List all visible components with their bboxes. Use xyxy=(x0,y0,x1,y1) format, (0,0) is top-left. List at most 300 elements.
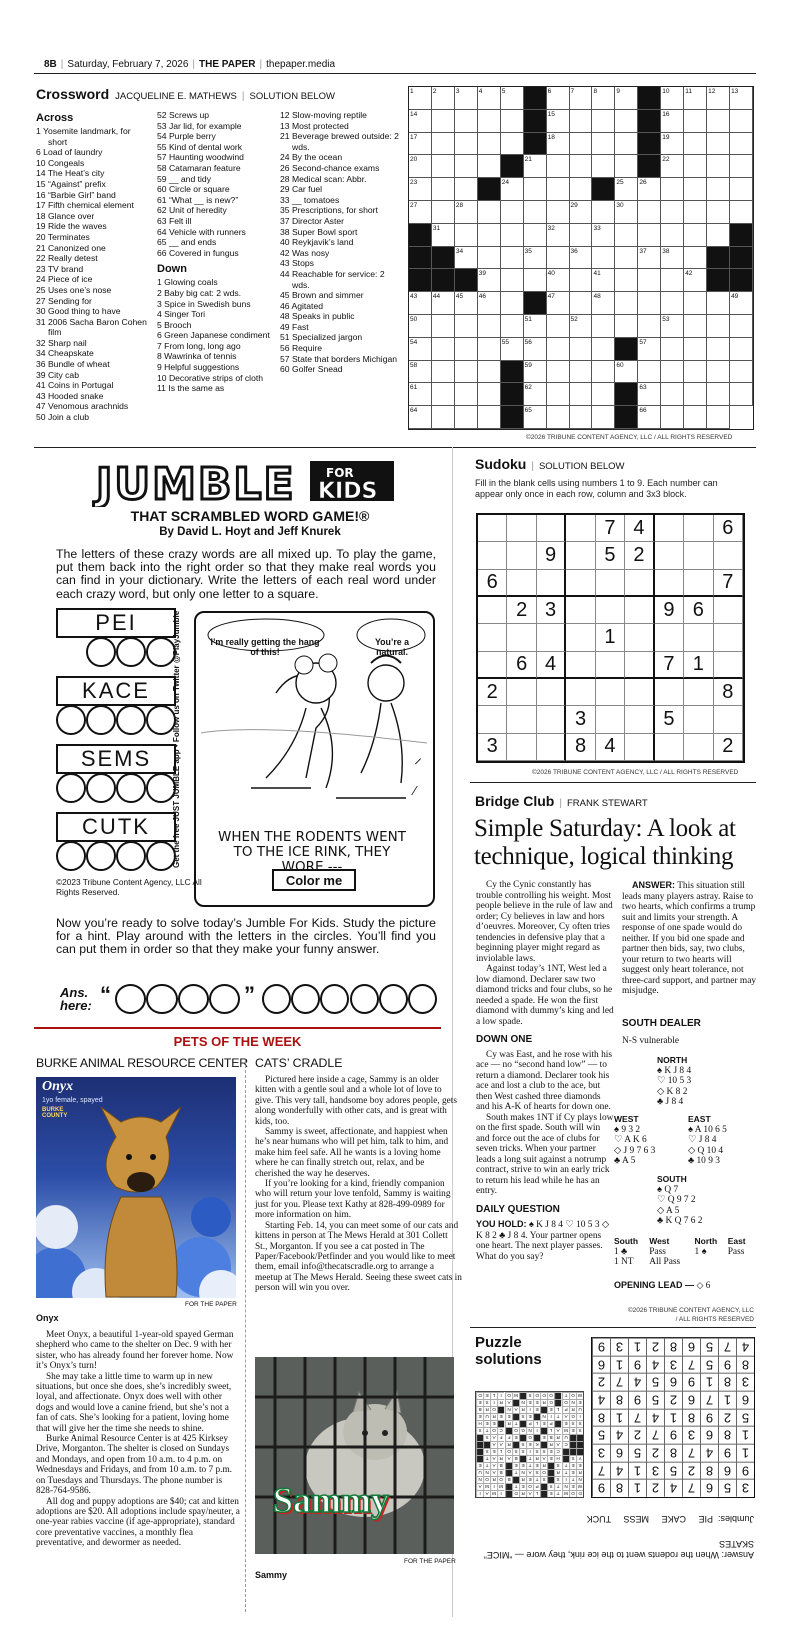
crossword-cell[interactable] xyxy=(570,224,593,247)
crossword-cell[interactable] xyxy=(455,133,478,156)
crossword-cell[interactable]: 35 xyxy=(524,247,547,270)
crossword-cell[interactable] xyxy=(592,110,615,133)
sudoku-cell[interactable] xyxy=(684,734,713,761)
sudoku-cell[interactable]: 2 xyxy=(478,679,507,706)
crossword-cell[interactable]: 40 xyxy=(547,269,570,292)
crossword-cell[interactable] xyxy=(478,315,501,338)
crossword-cell[interactable] xyxy=(478,201,501,224)
jumble-circle[interactable] xyxy=(56,841,86,871)
crossword-cell[interactable] xyxy=(707,155,730,178)
crossword-cell[interactable]: 7 xyxy=(570,87,593,110)
crossword-cell[interactable] xyxy=(570,361,593,384)
crossword-cell[interactable]: 57 xyxy=(638,338,661,361)
crossword-cell[interactable]: 30 xyxy=(615,201,638,224)
sudoku-cell[interactable] xyxy=(684,679,713,706)
answer-circle[interactable] xyxy=(178,984,209,1014)
crossword-cell[interactable] xyxy=(615,224,638,247)
crossword-cell[interactable] xyxy=(592,133,615,156)
crossword-cell[interactable]: 63 xyxy=(638,383,661,406)
sudoku-cell[interactable] xyxy=(596,706,625,733)
crossword-cell[interactable] xyxy=(661,201,684,224)
sudoku-cell[interactable] xyxy=(537,679,566,706)
sudoku-cell[interactable]: 9 xyxy=(655,597,684,624)
crossword-cell[interactable] xyxy=(455,155,478,178)
crossword-cell[interactable] xyxy=(730,133,753,156)
sudoku-cell[interactable]: 7 xyxy=(655,652,684,679)
crossword-cell[interactable]: 20 xyxy=(409,155,432,178)
crossword-cell[interactable] xyxy=(638,361,661,384)
crossword-cell[interactable] xyxy=(570,155,593,178)
jumble-circle[interactable] xyxy=(86,637,116,667)
sudoku-cell[interactable] xyxy=(478,542,507,569)
crossword-cell[interactable]: 17 xyxy=(409,133,432,156)
crossword-cell[interactable]: 51 xyxy=(524,315,547,338)
sudoku-cell[interactable] xyxy=(714,624,743,651)
sudoku-cell[interactable]: 6 xyxy=(714,515,743,542)
crossword-cell[interactable] xyxy=(524,269,547,292)
sudoku-cell[interactable] xyxy=(507,570,536,597)
crossword-cell[interactable]: 16 xyxy=(661,110,684,133)
sudoku-cell[interactable] xyxy=(478,624,507,651)
crossword-cell[interactable]: 2 xyxy=(432,87,455,110)
crossword-cell[interactable] xyxy=(432,406,455,429)
crossword-cell[interactable] xyxy=(547,361,570,384)
crossword-cell[interactable] xyxy=(684,361,707,384)
sudoku-cell[interactable] xyxy=(566,542,595,569)
jumble-circle[interactable] xyxy=(86,841,116,871)
sudoku-cell[interactable] xyxy=(684,542,713,569)
answer-circle[interactable] xyxy=(262,984,291,1014)
crossword-cell[interactable] xyxy=(570,338,593,361)
crossword-cell[interactable] xyxy=(478,224,501,247)
crossword-cell[interactable] xyxy=(707,201,730,224)
sudoku-cell[interactable] xyxy=(478,515,507,542)
sudoku-cell[interactable] xyxy=(625,706,654,733)
crossword-cell[interactable] xyxy=(730,338,753,361)
sudoku-cell[interactable] xyxy=(566,515,595,542)
crossword-cell[interactable] xyxy=(661,292,684,315)
sudoku-cell[interactable]: 4 xyxy=(537,652,566,679)
jumble-circle[interactable] xyxy=(116,773,146,803)
sudoku-cell[interactable] xyxy=(714,706,743,733)
sudoku-cell[interactable] xyxy=(537,624,566,651)
crossword-cell[interactable]: 39 xyxy=(478,269,501,292)
sudoku-cell[interactable] xyxy=(655,624,684,651)
crossword-cell[interactable]: 43 xyxy=(409,292,432,315)
jumble-circle[interactable] xyxy=(56,773,86,803)
crossword-cell[interactable] xyxy=(455,178,478,201)
crossword-cell[interactable] xyxy=(707,315,730,338)
crossword-cell[interactable] xyxy=(432,155,455,178)
crossword-cell[interactable]: 25 xyxy=(615,178,638,201)
crossword-cell[interactable] xyxy=(684,406,707,429)
crossword-cell[interactable]: 50 xyxy=(409,315,432,338)
sudoku-cell[interactable] xyxy=(714,652,743,679)
sudoku-cell[interactable] xyxy=(566,679,595,706)
crossword-cell[interactable] xyxy=(501,269,524,292)
crossword-cell[interactable]: 9 xyxy=(615,87,638,110)
crossword-cell[interactable]: 47 xyxy=(547,292,570,315)
crossword-cell[interactable] xyxy=(455,110,478,133)
crossword-cell[interactable]: 65 xyxy=(524,406,547,429)
crossword-cell[interactable] xyxy=(501,315,524,338)
sudoku-cell[interactable]: 7 xyxy=(596,515,625,542)
crossword-cell[interactable] xyxy=(730,155,753,178)
crossword-cell[interactable]: 28 xyxy=(455,201,478,224)
crossword-cell[interactable]: 38 xyxy=(661,247,684,270)
crossword-cell[interactable] xyxy=(707,383,730,406)
crossword-cell[interactable] xyxy=(570,406,593,429)
answer-circle[interactable] xyxy=(379,984,408,1014)
sudoku-cell[interactable] xyxy=(537,570,566,597)
crossword-cell[interactable]: 55 xyxy=(501,338,524,361)
sudoku-cell[interactable]: 6 xyxy=(684,597,713,624)
crossword-cell[interactable] xyxy=(501,110,524,133)
sudoku-cell[interactable] xyxy=(625,734,654,761)
crossword-cell[interactable] xyxy=(478,133,501,156)
crossword-cell[interactable] xyxy=(615,269,638,292)
sudoku-cell[interactable] xyxy=(625,570,654,597)
jumble-circle[interactable] xyxy=(116,705,146,735)
crossword-cell[interactable] xyxy=(707,292,730,315)
crossword-cell[interactable] xyxy=(478,110,501,133)
crossword-cell[interactable] xyxy=(524,224,547,247)
crossword-cell[interactable]: 36 xyxy=(570,247,593,270)
crossword-cell[interactable] xyxy=(707,178,730,201)
crossword-cell[interactable] xyxy=(432,361,455,384)
sudoku-cell[interactable] xyxy=(478,706,507,733)
crossword-cell[interactable]: 61 xyxy=(409,383,432,406)
sudoku-cell[interactable] xyxy=(655,515,684,542)
answer-circles-1[interactable] xyxy=(115,984,240,1014)
crossword-cell[interactable] xyxy=(661,383,684,406)
crossword-cell[interactable]: 42 xyxy=(684,269,707,292)
sudoku-cell[interactable]: 4 xyxy=(596,734,625,761)
crossword-cell[interactable] xyxy=(684,224,707,247)
jumble-circle[interactable] xyxy=(56,705,86,735)
crossword-cell[interactable]: 64 xyxy=(409,406,432,429)
crossword-cell[interactable] xyxy=(432,338,455,361)
crossword-cell[interactable] xyxy=(570,110,593,133)
sudoku-cell[interactable] xyxy=(684,570,713,597)
crossword-cell[interactable] xyxy=(615,315,638,338)
sudoku-cell[interactable]: 1 xyxy=(596,624,625,651)
sudoku-cell[interactable] xyxy=(566,570,595,597)
crossword-cell[interactable]: 1 xyxy=(409,87,432,110)
crossword-cell[interactable] xyxy=(432,383,455,406)
crossword-cell[interactable] xyxy=(661,406,684,429)
answer-circle[interactable] xyxy=(350,984,379,1014)
sudoku-cell[interactable] xyxy=(684,624,713,651)
crossword-cell[interactable]: 14 xyxy=(409,110,432,133)
crossword-cell[interactable] xyxy=(478,383,501,406)
crossword-cell[interactable]: 46 xyxy=(478,292,501,315)
crossword-cell[interactable] xyxy=(638,269,661,292)
crossword-cell[interactable] xyxy=(730,315,753,338)
crossword-cell[interactable] xyxy=(638,201,661,224)
answer-circle[interactable] xyxy=(146,984,177,1014)
sudoku-cell[interactable] xyxy=(625,652,654,679)
crossword-cell[interactable] xyxy=(547,201,570,224)
sudoku-cell[interactable] xyxy=(684,706,713,733)
sudoku-cell[interactable] xyxy=(566,652,595,679)
crossword-cell[interactable]: 21 xyxy=(524,155,547,178)
crossword-cell[interactable] xyxy=(707,133,730,156)
crossword-cell[interactable] xyxy=(684,110,707,133)
crossword-cell[interactable] xyxy=(730,110,753,133)
sudoku-cell[interactable] xyxy=(714,542,743,569)
crossword-cell[interactable] xyxy=(707,361,730,384)
sudoku-cell[interactable] xyxy=(507,679,536,706)
answer-circle[interactable] xyxy=(408,984,437,1014)
crossword-cell[interactable] xyxy=(547,178,570,201)
crossword-cell[interactable] xyxy=(547,315,570,338)
crossword-cell[interactable]: 45 xyxy=(455,292,478,315)
crossword-cell[interactable]: 19 xyxy=(661,133,684,156)
sudoku-cell[interactable]: 3 xyxy=(566,706,595,733)
crossword-cell[interactable] xyxy=(684,383,707,406)
crossword-cell[interactable]: 49 xyxy=(730,292,753,315)
answer-circle[interactable] xyxy=(291,984,320,1014)
crossword-cell[interactable] xyxy=(730,383,753,406)
crossword-cell[interactable] xyxy=(615,133,638,156)
crossword-cell[interactable] xyxy=(684,292,707,315)
sudoku-cell[interactable] xyxy=(596,652,625,679)
crossword-cell[interactable]: 60 xyxy=(615,361,638,384)
sudoku-cell[interactable]: 3 xyxy=(537,597,566,624)
sudoku-cell[interactable]: 9 xyxy=(537,542,566,569)
sudoku-cell[interactable] xyxy=(537,734,566,761)
crossword-cell[interactable] xyxy=(592,155,615,178)
crossword-cell[interactable] xyxy=(455,224,478,247)
crossword-cell[interactable] xyxy=(547,338,570,361)
crossword-cell[interactable]: 62 xyxy=(524,383,547,406)
sudoku-cell[interactable]: 5 xyxy=(655,706,684,733)
crossword-cell[interactable] xyxy=(707,338,730,361)
crossword-cell[interactable] xyxy=(707,406,730,429)
crossword-cell[interactable]: 66 xyxy=(638,406,661,429)
crossword-cell[interactable]: 48 xyxy=(592,292,615,315)
crossword-cell[interactable] xyxy=(547,406,570,429)
crossword-cell[interactable] xyxy=(661,338,684,361)
sudoku-cell[interactable] xyxy=(625,624,654,651)
crossword-cell[interactable]: 59 xyxy=(524,361,547,384)
crossword-cell[interactable]: 11 xyxy=(684,87,707,110)
crossword-cell[interactable] xyxy=(684,338,707,361)
crossword-cell[interactable] xyxy=(684,178,707,201)
crossword-cell[interactable]: 15 xyxy=(547,110,570,133)
crossword-grid[interactable] xyxy=(408,86,754,430)
sudoku-cell[interactable] xyxy=(655,570,684,597)
crossword-cell[interactable]: 44 xyxy=(432,292,455,315)
crossword-cell[interactable] xyxy=(684,201,707,224)
crossword-cell[interactable] xyxy=(592,247,615,270)
sudoku-cell[interactable] xyxy=(537,706,566,733)
answer-circle[interactable] xyxy=(209,984,240,1014)
crossword-cell[interactable]: 18 xyxy=(547,133,570,156)
sudoku-cell[interactable]: 2 xyxy=(625,542,654,569)
crossword-cell[interactable] xyxy=(730,361,753,384)
crossword-cell[interactable] xyxy=(570,292,593,315)
crossword-cell[interactable]: 24 xyxy=(501,178,524,201)
crossword-cell[interactable] xyxy=(707,224,730,247)
crossword-cell[interactable]: 10 xyxy=(661,87,684,110)
sudoku-cell[interactable]: 6 xyxy=(507,652,536,679)
sudoku-cell[interactable] xyxy=(684,515,713,542)
crossword-cell[interactable] xyxy=(547,155,570,178)
crossword-cell[interactable] xyxy=(501,224,524,247)
sudoku-cell[interactable] xyxy=(625,679,654,706)
crossword-cell[interactable] xyxy=(455,406,478,429)
crossword-cell[interactable] xyxy=(432,133,455,156)
crossword-cell[interactable]: 37 xyxy=(638,247,661,270)
jumble-circle[interactable] xyxy=(86,773,116,803)
crossword-cell[interactable] xyxy=(432,110,455,133)
sudoku-cell[interactable]: 2 xyxy=(714,734,743,761)
sudoku-cell[interactable]: 8 xyxy=(566,734,595,761)
crossword-cell[interactable] xyxy=(432,201,455,224)
crossword-cell[interactable]: 31 xyxy=(432,224,455,247)
crossword-cell[interactable] xyxy=(570,269,593,292)
crossword-cell[interactable] xyxy=(707,110,730,133)
crossword-cell[interactable] xyxy=(524,201,547,224)
sudoku-cell[interactable] xyxy=(596,597,625,624)
crossword-cell[interactable] xyxy=(730,178,753,201)
sudoku-cell[interactable] xyxy=(596,679,625,706)
crossword-cell[interactable]: 4 xyxy=(478,87,501,110)
jumble-circle[interactable] xyxy=(116,841,146,871)
crossword-cell[interactable] xyxy=(524,178,547,201)
crossword-cell[interactable] xyxy=(547,383,570,406)
crossword-cell[interactable]: 34 xyxy=(455,247,478,270)
sudoku-grid[interactable] xyxy=(476,513,745,763)
crossword-cell[interactable]: 6 xyxy=(547,87,570,110)
crossword-cell[interactable] xyxy=(638,315,661,338)
sudoku-cell[interactable]: 7 xyxy=(714,570,743,597)
sudoku-cell[interactable] xyxy=(507,515,536,542)
crossword-cell[interactable]: 23 xyxy=(409,178,432,201)
crossword-cell[interactable]: 52 xyxy=(570,315,593,338)
crossword-cell[interactable]: 54 xyxy=(409,338,432,361)
crossword-cell[interactable] xyxy=(592,201,615,224)
crossword-cell[interactable] xyxy=(501,292,524,315)
crossword-cell[interactable]: 5 xyxy=(501,87,524,110)
crossword-cell[interactable] xyxy=(684,155,707,178)
crossword-cell[interactable]: 22 xyxy=(661,155,684,178)
sudoku-cell[interactable] xyxy=(507,542,536,569)
answer-circle[interactable] xyxy=(115,984,146,1014)
crossword-cell[interactable]: 58 xyxy=(409,361,432,384)
crossword-cell[interactable] xyxy=(478,338,501,361)
sudoku-cell[interactable] xyxy=(655,679,684,706)
crossword-cell[interactable] xyxy=(592,338,615,361)
crossword-cell[interactable] xyxy=(547,247,570,270)
sudoku-cell[interactable]: 6 xyxy=(478,570,507,597)
crossword-cell[interactable] xyxy=(730,201,753,224)
jumble-circle[interactable] xyxy=(86,705,116,735)
crossword-cell[interactable] xyxy=(455,315,478,338)
sudoku-cell[interactable]: 5 xyxy=(596,542,625,569)
crossword-cell[interactable] xyxy=(661,269,684,292)
crossword-cell[interactable]: 13 xyxy=(730,87,753,110)
sudoku-cell[interactable] xyxy=(507,624,536,651)
crossword-cell[interactable] xyxy=(455,361,478,384)
sudoku-cell[interactable]: 8 xyxy=(714,679,743,706)
crossword-cell[interactable] xyxy=(615,110,638,133)
crossword-cell[interactable]: 33 xyxy=(592,224,615,247)
sudoku-cell[interactable]: 2 xyxy=(507,597,536,624)
crossword-cell[interactable] xyxy=(501,133,524,156)
crossword-cell[interactable] xyxy=(501,201,524,224)
crossword-cell[interactable] xyxy=(478,406,501,429)
sudoku-cell[interactable] xyxy=(625,597,654,624)
crossword-cell[interactable] xyxy=(478,155,501,178)
crossword-cell[interactable]: 8 xyxy=(592,87,615,110)
crossword-cell[interactable] xyxy=(684,133,707,156)
crossword-cell[interactable]: 53 xyxy=(661,315,684,338)
crossword-cell[interactable] xyxy=(615,247,638,270)
answer-circle[interactable] xyxy=(320,984,349,1014)
crossword-cell[interactable]: 29 xyxy=(570,201,593,224)
crossword-cell[interactable]: 27 xyxy=(409,201,432,224)
sudoku-cell[interactable] xyxy=(566,597,595,624)
sudoku-cell[interactable] xyxy=(714,597,743,624)
sudoku-cell[interactable] xyxy=(478,597,507,624)
crossword-cell[interactable] xyxy=(478,361,501,384)
sudoku-cell[interactable] xyxy=(655,734,684,761)
crossword-cell[interactable] xyxy=(661,361,684,384)
crossword-cell[interactable] xyxy=(684,315,707,338)
crossword-cell[interactable] xyxy=(501,247,524,270)
crossword-cell[interactable] xyxy=(661,178,684,201)
sudoku-cell[interactable] xyxy=(478,652,507,679)
crossword-cell[interactable] xyxy=(615,292,638,315)
crossword-cell[interactable] xyxy=(684,247,707,270)
crossword-cell[interactable] xyxy=(592,383,615,406)
crossword-cell[interactable]: 41 xyxy=(592,269,615,292)
sudoku-cell[interactable] xyxy=(507,734,536,761)
sudoku-cell[interactable]: 1 xyxy=(684,652,713,679)
crossword-cell[interactable] xyxy=(432,178,455,201)
crossword-cell[interactable] xyxy=(592,406,615,429)
sudoku-cell[interactable]: 4 xyxy=(625,515,654,542)
crossword-cell[interactable] xyxy=(478,247,501,270)
crossword-cell[interactable]: 32 xyxy=(547,224,570,247)
crossword-cell[interactable]: 56 xyxy=(524,338,547,361)
crossword-cell[interactable] xyxy=(432,315,455,338)
sudoku-cell[interactable] xyxy=(655,542,684,569)
crossword-cell[interactable] xyxy=(661,224,684,247)
crossword-cell[interactable] xyxy=(592,361,615,384)
crossword-cell[interactable]: 3 xyxy=(455,87,478,110)
answer-circles-2[interactable] xyxy=(262,984,437,1014)
crossword-cell[interactable] xyxy=(570,178,593,201)
crossword-cell[interactable]: 12 xyxy=(707,87,730,110)
crossword-cell[interactable] xyxy=(455,338,478,361)
crossword-cell[interactable] xyxy=(638,224,661,247)
crossword-cell[interactable]: 26 xyxy=(638,178,661,201)
sudoku-cell[interactable] xyxy=(566,624,595,651)
crossword-cell[interactable] xyxy=(455,383,478,406)
sudoku-cell[interactable] xyxy=(507,706,536,733)
sudoku-cell[interactable] xyxy=(596,570,625,597)
crossword-cell[interactable] xyxy=(615,155,638,178)
crossword-cell[interactable] xyxy=(570,383,593,406)
paper-site[interactable]: thepaper.media xyxy=(266,59,336,70)
sudoku-cell[interactable]: 3 xyxy=(478,734,507,761)
crossword-cell[interactable] xyxy=(638,292,661,315)
sudoku-cell[interactable] xyxy=(537,515,566,542)
